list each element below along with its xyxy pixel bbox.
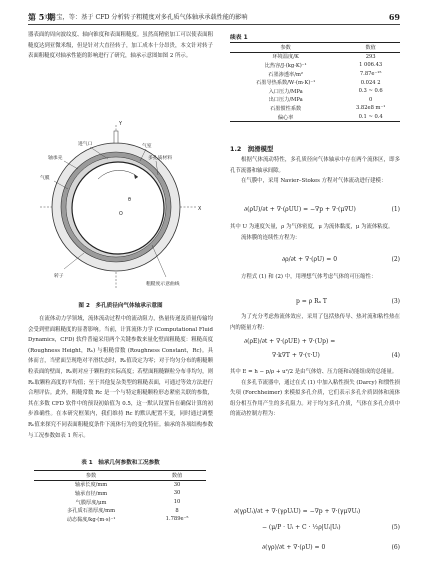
table-cell: 偏心率 <box>230 113 341 122</box>
table-row <box>230 87 400 96</box>
figure-caption: 图 2 多孔质径向气体轴承示意图 <box>78 303 163 309</box>
equation-number: (3) <box>391 298 400 305</box>
table-row <box>230 113 400 122</box>
right-text-3 <box>230 272 400 283</box>
table-cell: 0.3 ~ 0.6 <box>358 88 383 95</box>
equation-body: ∂(ρU)/∂t + ∇·(ρUU) = −∇p + ∇·(μ∇U) <box>244 206 356 213</box>
equation-1 <box>232 206 400 220</box>
label-rotor: 转子 <box>54 274 64 279</box>
bearing-diagram <box>28 117 213 299</box>
table-row <box>34 498 206 507</box>
equation-number: (6) <box>391 544 400 551</box>
table-cell: 10 <box>173 499 181 506</box>
right-text-1 <box>230 155 400 187</box>
table-row <box>230 104 400 113</box>
inlet-port <box>114 131 118 143</box>
table-header-row <box>34 471 206 481</box>
running-title: 刘佳宝，等：基于 CFD 分析转子粗糙度对多孔质气体轴承承载性能的影响 <box>44 14 248 21</box>
table-row <box>230 52 400 61</box>
table1 <box>34 470 206 524</box>
label-axis-y: Y <box>119 122 122 127</box>
label-rough-rotor: 粗糙度示意曲线 <box>146 282 180 287</box>
table-cell: 环境温度/K <box>272 54 299 61</box>
equation-body: − (μ/P · Uᵢ + C · ½ρ|Uᵢ|Uᵢ) <box>262 524 341 531</box>
equation-number: (1) <box>391 206 400 213</box>
label-chamber: 气室 <box>142 144 152 149</box>
table1-continued <box>230 42 400 122</box>
equation-2 <box>232 256 400 270</box>
table-row <box>34 489 206 498</box>
equation-4a <box>232 338 400 352</box>
table-cell: 0.1 ~ 0.4 <box>341 113 400 122</box>
equation-4b <box>232 352 400 366</box>
left-column-top <box>28 30 213 62</box>
issue-number: 第 5 期 <box>28 12 56 22</box>
equation-body: ∂(γρ)/∂t + ∇·(ρU) = 0 <box>262 544 326 551</box>
right-text-2 <box>230 222 400 243</box>
equation-5b <box>232 524 400 538</box>
right-text-5 <box>230 367 400 420</box>
page-header <box>0 0 427 30</box>
equation-body: ∂ρ/∂t + ∇·(ρU) = 0 <box>282 256 338 263</box>
label-origin: O <box>119 212 123 217</box>
paragraph: 在流体动力学领域，流体流动过程中的流动阻力，热量传递及质量传输均会受到壁面粗糙度的显著影响。当前，计算流体力学 (Computational Fluid Dynamics，CFD) 软件普遍采用两个关键参数来量化壁面粗糙度：粗糙高度 (Roughness Height，Rₕ) 与粗糙常数 (Roughness Constant，Rc)。具体而言，当壁面呈现绝对平滑状态时，Rₕ值设定为零；对于均匀分布的粗糙颗粒表面的壁面，Rₕ则对应于颗粒的实际高度；若壁面粗糙颗粒分布非均匀，则 Rₕ取颗粒高度的平均值；至于其他复杂类型的粗糙表面，可通过等效方法进行合理评估。此外，粗糙常数 Rc 是一个与特定粗糙颗粒形态紧密关联的参数，其在多数 CFD 软件中的预设初始值为 0.5，这一默认设置旨在确保计算的初步准确性。在本研究框架内，我们维持 Rc 的默认配置不变，同时通过调整 Rₕ值来探究不同表面粗糙度条件下流体行为的变化特征。轴承的各项结构参数与工况参数如表 1 所示。 <box>28 316 213 439</box>
equation-body: p = ρ Rₐ T <box>296 298 327 305</box>
table-cell: 1.789e⁻⁵ <box>165 516 189 523</box>
equation-3 <box>232 298 400 312</box>
table-header-cell: 数值 <box>341 43 400 53</box>
table-row <box>230 96 400 105</box>
paragraph: 在多孔节流器中，通过在式 (1) 中加入粘性损失 (Darcy) 和惯性损失项 (Forchheimer) 来模拟多孔介质，它们表示多孔介质固体和流体组分相互作用产生的多孔阻力。对于均匀多孔介质，气体在多孔介质中的流动控制方程为： <box>230 379 400 418</box>
page-number: 69 <box>388 12 400 22</box>
table-row <box>34 515 206 524</box>
equation-body: ∇·k∇T + ∇·(τ·U) <box>272 352 320 359</box>
figure-2 <box>28 117 213 299</box>
label-inlet: 进气口 <box>78 142 93 147</box>
table-cell: 比热容/J·(kg·K)⁻¹ <box>264 62 307 69</box>
table-cell: 轴承直径/mm <box>74 490 108 497</box>
table-row <box>230 61 400 70</box>
paragraph: 在气膜中，采用 Navier–Stokes 方程对气体流动进行建模： <box>241 178 387 185</box>
table-cell: 293 <box>365 53 376 60</box>
equation-number: (2) <box>391 256 400 263</box>
table-row <box>34 506 206 515</box>
label-film: 气膜 <box>40 176 50 181</box>
table-cell: 0 <box>368 96 373 103</box>
paragraph: 根据气体流动特性，多孔质径向气体轴承中存在两个流体区，即多孔节流器和轴承间隙。 <box>230 157 400 174</box>
paragraph: 器表面的周向波纹度、轴向锥度和表面粗糙度。虽然高精密加工可以使表面粗糙度达到亚微米级，但是针对大直径转子，加工成本十分昂贵，本文针对转子表面粗糙度对轴承性能的影响进行了研究，轴承示意图如图 2 所示。 <box>28 32 213 60</box>
header-rule <box>28 24 400 25</box>
label-angle: θ <box>128 198 131 203</box>
table-row <box>34 480 206 489</box>
table-cell: 气膜厚度/μm <box>75 499 107 506</box>
equation-5a <box>232 508 400 522</box>
table-cell: 轴承长度/mm <box>74 482 108 489</box>
paragraph: 其中 E = h − p/ρ + u²/2 是由气体焓、压力能和动能组成的总能量。 <box>230 369 398 375</box>
rotor <box>72 162 164 254</box>
table-header-row <box>230 43 400 53</box>
table-cell: 3.82e8 m⁻¹ <box>355 105 386 112</box>
table-cell: 石墨惯性系数 <box>270 105 302 112</box>
table-cell: 动态黏度/kg·(m·s)⁻¹ <box>66 516 116 523</box>
table1-cont-caption: 续表 1 <box>230 35 248 41</box>
left-column-body <box>28 314 213 441</box>
table-header-cell: 参数 <box>34 471 148 481</box>
paragraph: 流体膜的连续性方程为： <box>241 234 301 241</box>
section-heading: 1.2 润滑模型 <box>230 145 274 153</box>
table-cell: 30 <box>173 490 181 497</box>
table-cell: 0.024 2 <box>360 79 381 86</box>
equation-6 <box>232 544 400 558</box>
table-header-cell: 参数 <box>230 43 341 53</box>
table-cell: 30 <box>173 481 181 488</box>
table1-caption: 表 1 轴承几何参数和工况参数 <box>81 460 160 466</box>
equation-body: ∂(γρUᵢ)/∂t + ∇·(γρUᵢU) = −∇p + ∇·(γμ∇Uᵢ) <box>234 508 361 515</box>
paragraph: 其中 U 为速度矢量，ρ 为气体密度，μ 为流体黏度，μ 为流体粘度。 <box>230 224 394 230</box>
table-cell: 8 <box>175 507 179 514</box>
paragraph: 为了充分考虑热流体效应，采用了包括热传导、热对流和粘性热在内的能量方程： <box>230 314 400 331</box>
table-cell: 石墨渗透率/m² <box>268 71 303 78</box>
table-cell: 入口压力/MPa <box>268 88 303 95</box>
label-shell: 轴承壳 <box>48 156 63 161</box>
table-cell: 石墨导热系数/W·(m·K)⁻¹ <box>256 80 316 87</box>
paragraph: 方程式 (1) 和 (2) 中，用理想气体考虑气体的可压缩性： <box>241 274 377 280</box>
equation-body: ∂(ρE)/∂t + ∇·(ρUE) + ∇·(Up) = <box>244 338 336 345</box>
equation-number: (5) <box>391 524 400 531</box>
table-cell: 7.87e⁻¹⁵ <box>359 71 382 78</box>
table-row <box>230 78 400 87</box>
right-text-4 <box>230 312 400 333</box>
table-cell: 多孔质石墨厚度/mm <box>67 508 115 515</box>
table-row <box>230 70 400 79</box>
table-cell: 出口压力/MPa <box>268 97 303 104</box>
equation-number: (4) <box>391 352 400 359</box>
table-header-cell: 数值 <box>148 471 206 481</box>
table-cell: 1 006.43 <box>359 62 383 69</box>
label-porous: 多孔质材料 <box>148 156 172 161</box>
label-axis-x: X <box>198 207 202 212</box>
